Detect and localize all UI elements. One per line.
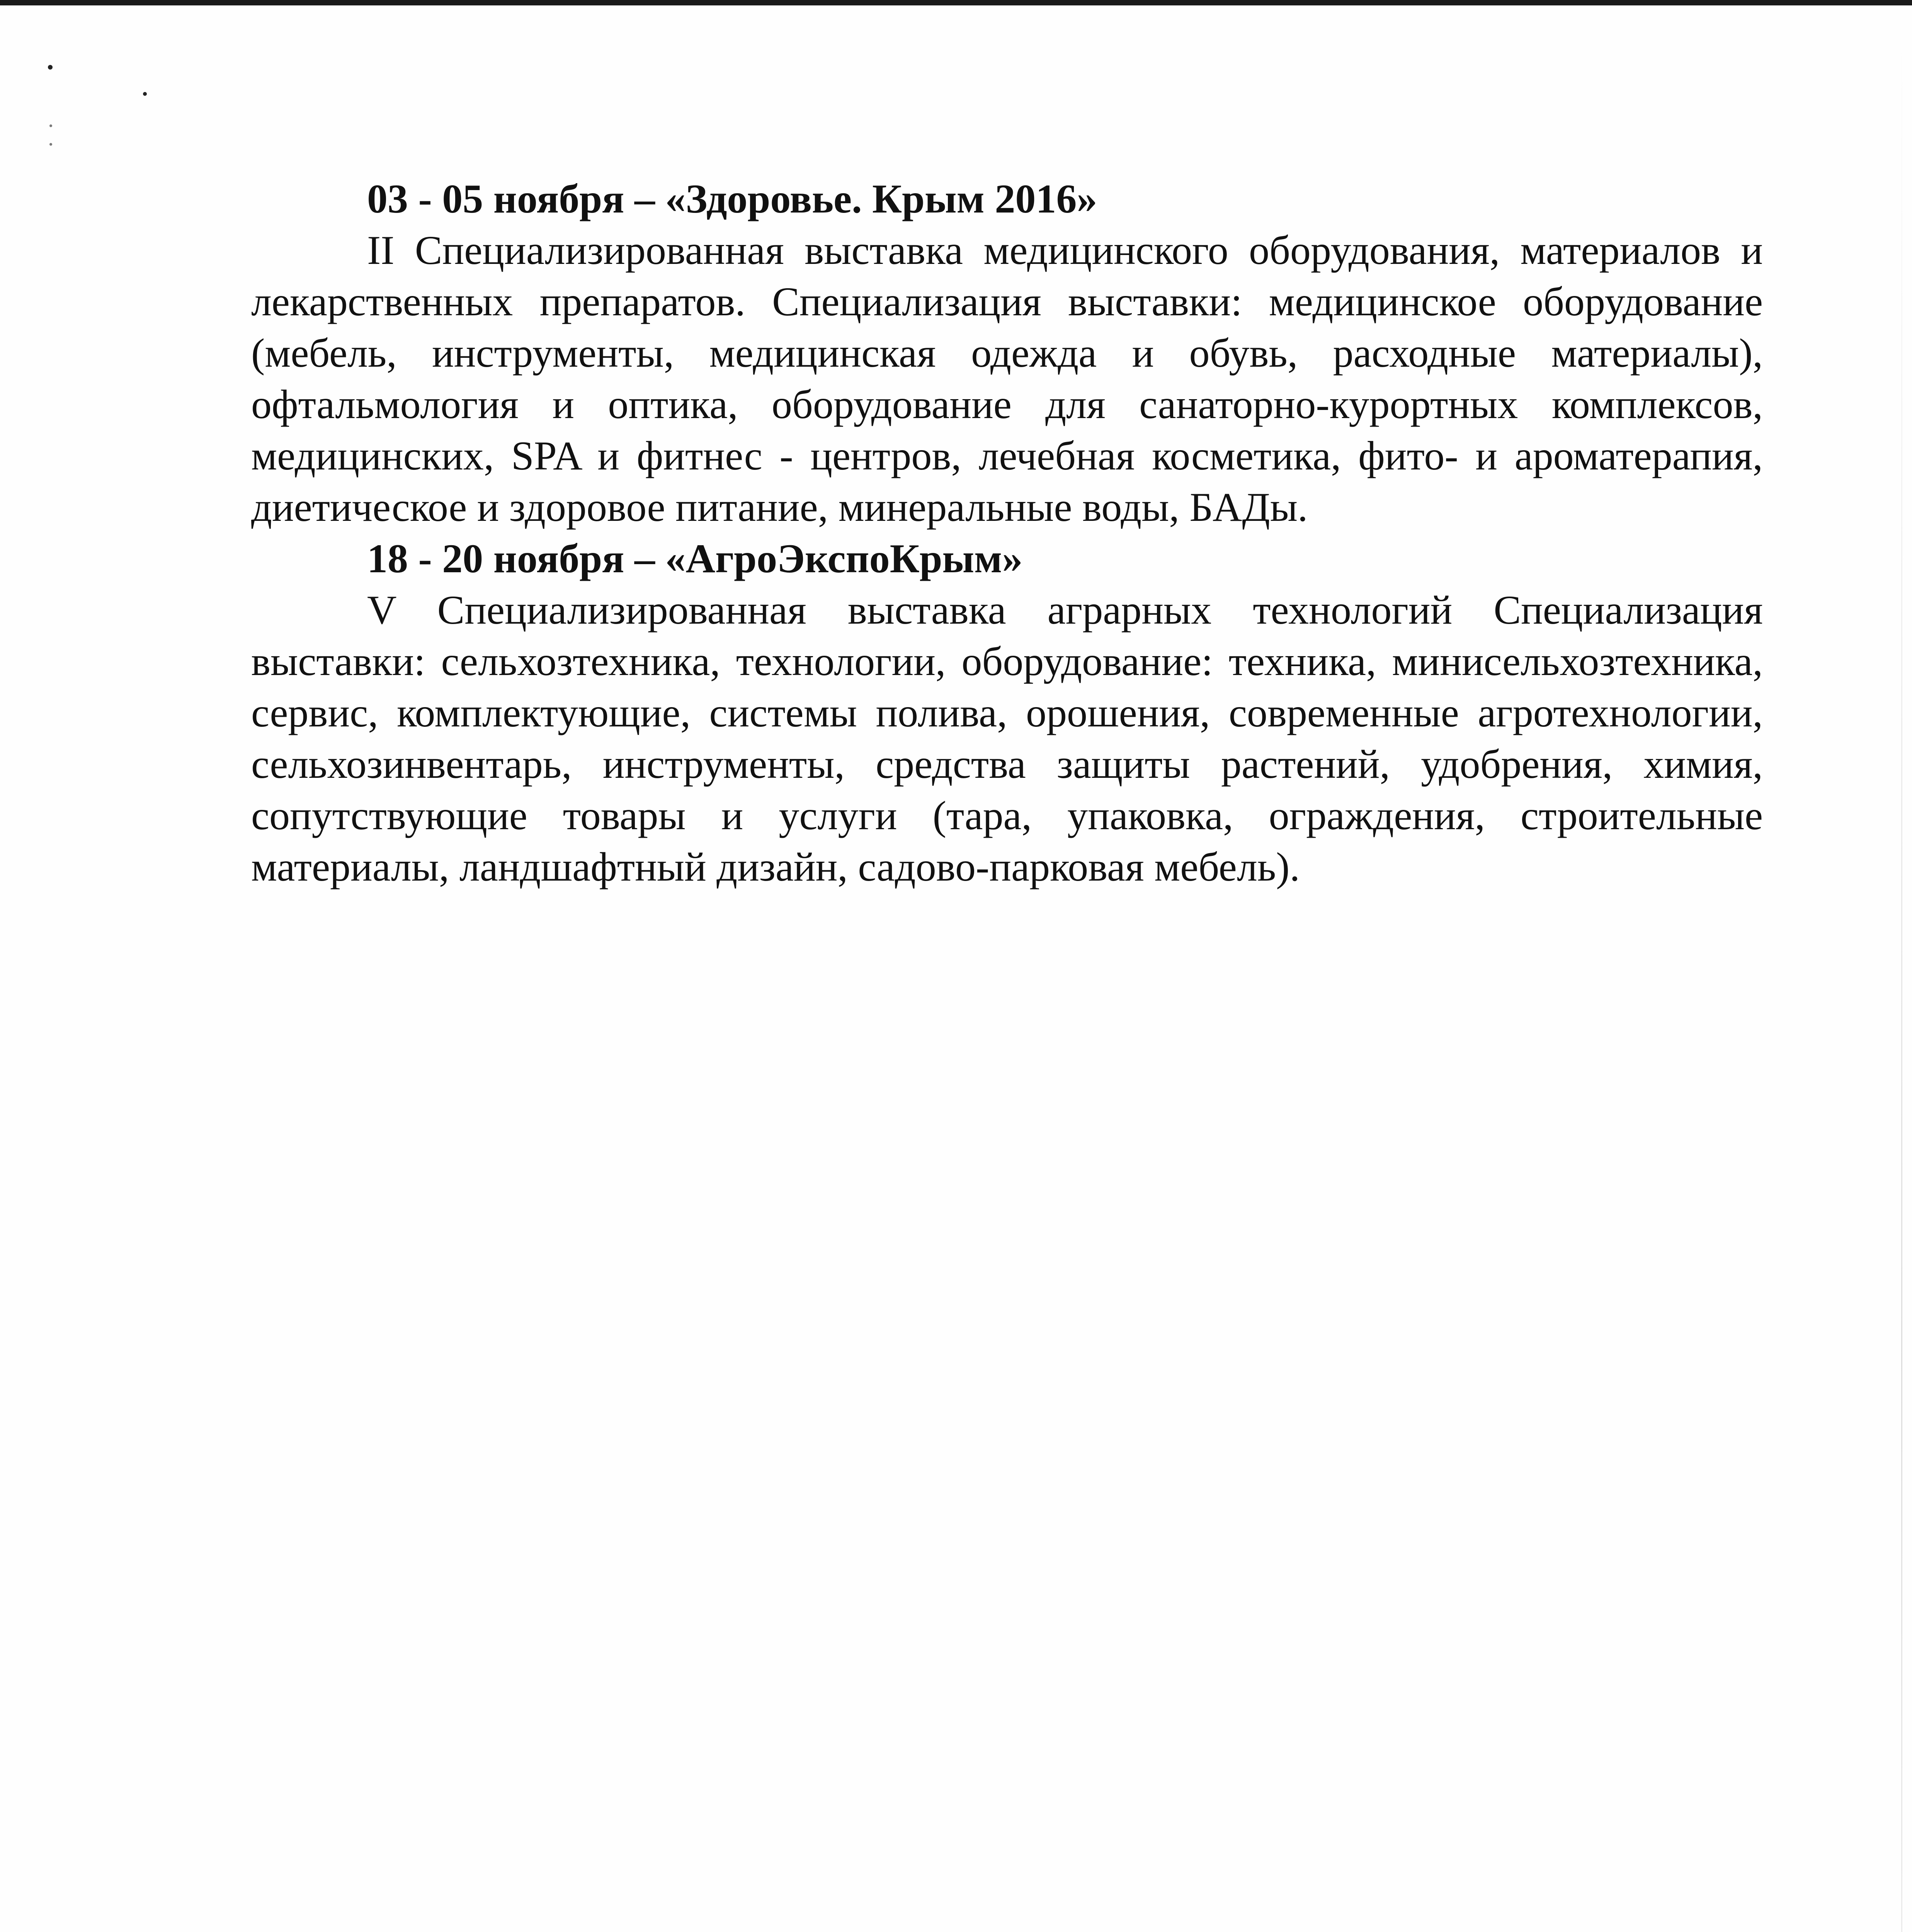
event-description: V Специализированная выставка аграрных технологий Специализация выставки: сельхозтехника, технологии, оборудование: техника, минисельхозтехника, сервис, комплектующие, системы полива, орошения, современные агротехнологии, сельхозинвентарь, инструменты, средства защиты растений, удобрения, химия, сопутствующие товары и услуги (тара, упаковка, ограждения, строительные материалы, ландшафтный дизайн, садово-парковая мебель).	[251, 587, 1763, 889]
scan-speck	[143, 92, 147, 96]
event-description: II Специализированная выставка медицинского оборудования, материалов и лекарственных препаратов. Специализация выставки: медицинское оборудование (мебель, инструменты, медицинская одежда и обувь, расходные материалы), офтальмология и оптика, оборудование для санаторно-курортных комплексов, медицинских, SPA и фитнес - центров, лечебная косметика, фито- и ароматерапия, диетическое и здоровое питание, минеральные воды, БАДы.	[251, 228, 1763, 530]
scan-fold-line	[1901, 31, 1902, 1932]
scan-speck	[48, 65, 53, 70]
event-section	[251, 533, 1763, 893]
scan-speck	[49, 143, 52, 146]
scan-border	[0, 0, 1912, 5]
event-heading: 18 - 20 ноября – «АгроЭкспоКрым»	[367, 536, 1023, 581]
event-heading: 03 - 05 ноября – «Здоровье. Крым 2016»	[367, 176, 1097, 221]
document-body	[251, 173, 1763, 893]
scan-speck	[49, 124, 52, 127]
event-section	[251, 173, 1763, 533]
